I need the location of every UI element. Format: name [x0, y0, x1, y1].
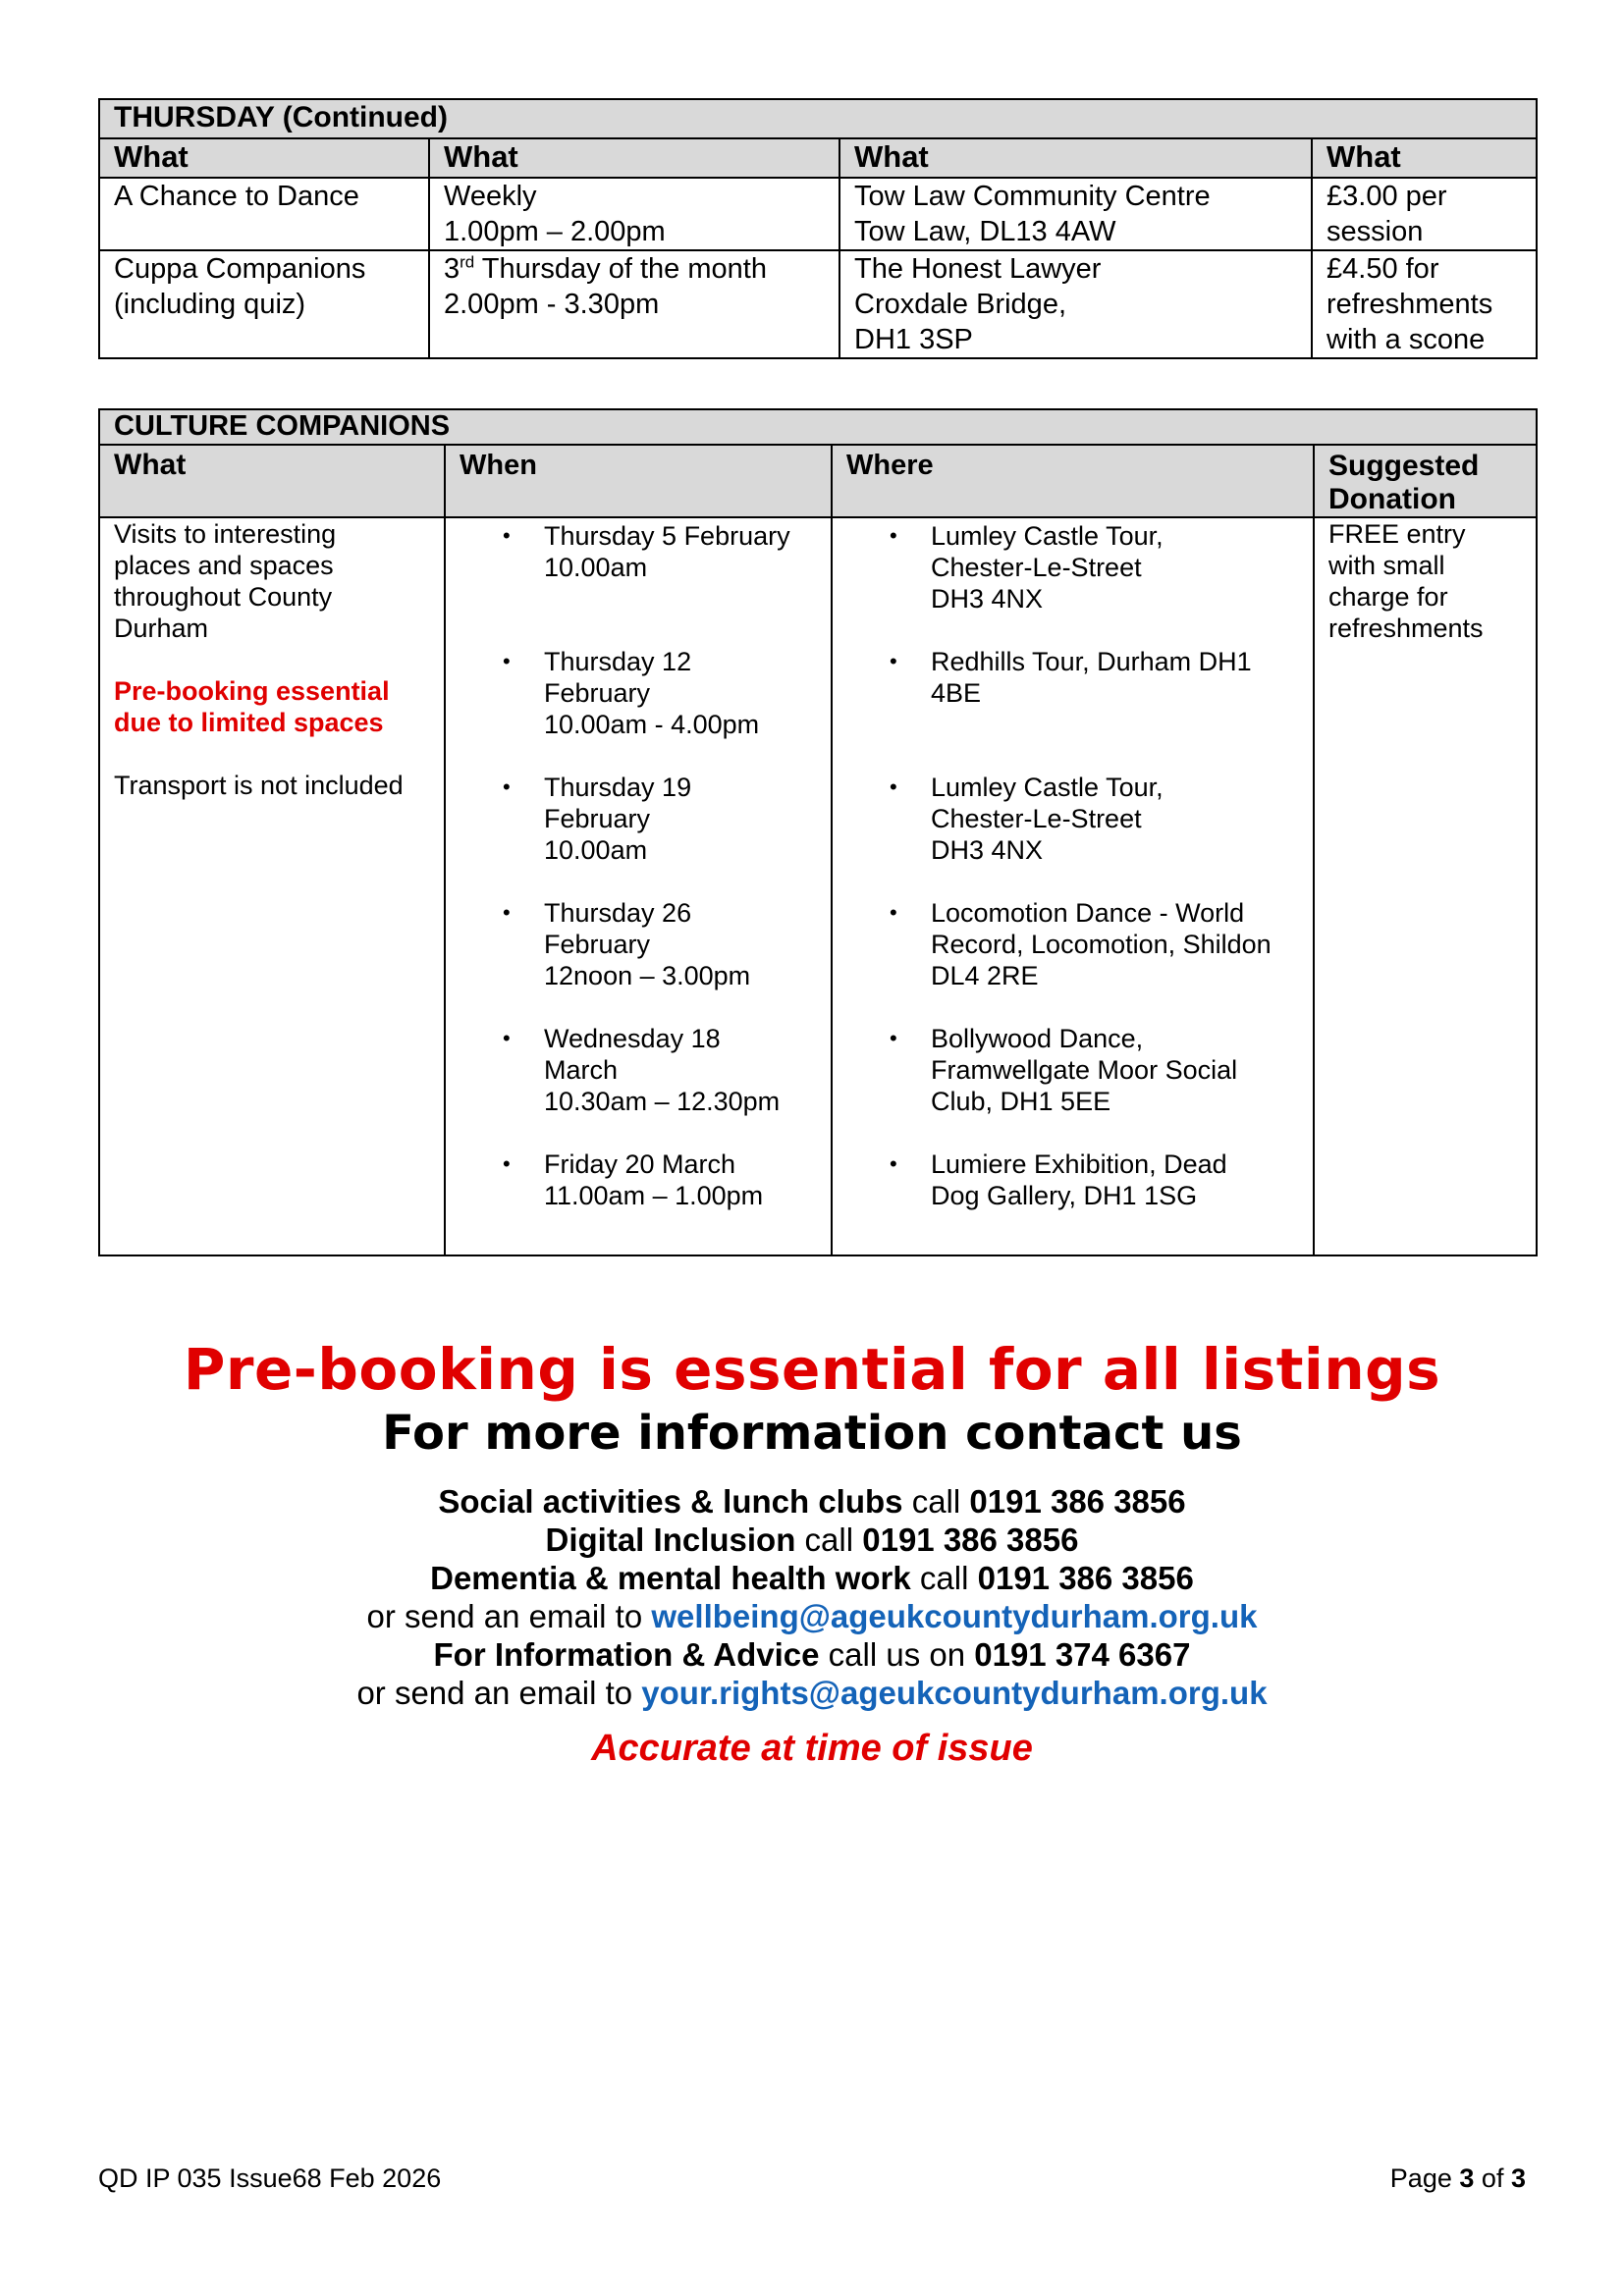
thursday-header-what-2: What: [429, 138, 839, 178]
email-line-wellbeing: or send an email to wellbeing@ageukcountydurham.org.uk: [366, 1598, 1258, 1634]
bullet-icon: •: [890, 774, 897, 799]
culture-what-cell: Visits to interesting places and spaces throughout County Durham Pre-booking essential due to limited spaces Transport is not included: [99, 517, 445, 1255]
page-number: Page 3 of 3: [1389, 2163, 1526, 2193]
email-line-rights: or send an email to your.rights@ageukcountydurham.org.uk: [356, 1675, 1268, 1711]
activity-cost: £4.50 for refreshments with a scone: [1312, 250, 1537, 358]
activity-when: 3rd Thursday of the month 2.00pm - 3.30pm: [429, 250, 839, 358]
social-contact-line: Social activities & lunch clubs call 0191 386 3856: [438, 1483, 1186, 1520]
list-item: • Redhills Tour, Durham DH1 4BE: [890, 647, 1252, 708]
bullet-icon: •: [503, 1026, 511, 1050]
bullet-icon: •: [890, 1026, 897, 1050]
activity-name: A Chance to Dance: [99, 178, 429, 250]
table-row: [99, 178, 1537, 250]
list-item: • Friday 20 March 11.00am – 1.00pm: [503, 1149, 764, 1210]
culture-header-where: Where: [832, 445, 1314, 517]
bullet-icon: •: [890, 523, 897, 548]
culture-where-cell: [832, 517, 1314, 1255]
list-item: • Lumley Castle Tour, Chester-Le-Street DH3 4NX: [890, 773, 1164, 865]
list-item: • Lumley Castle Tour, Chester-Le-Street DH3 4NX: [890, 521, 1164, 614]
digital-contact-line: Digital Inclusion call 0191 386 3856: [545, 1522, 1079, 1558]
bullet-icon: •: [503, 649, 511, 673]
list-item: • Locomotion Dance - World Record, Locomotion, Shildon DL4 2RE: [890, 898, 1272, 990]
dementia-contact-line: Dementia & mental health work call 0191 386 3856: [430, 1560, 1194, 1596]
bullet-icon: •: [503, 523, 511, 548]
bullet-icon: •: [503, 900, 511, 925]
prebooking-warning: Pre-booking essential: [114, 676, 390, 706]
thursday-title: THURSDAY (Continued): [99, 99, 1537, 138]
list-item: • Bollywood Dance, Framwellgate Moor Social Club, DH1 5EE: [890, 1024, 1238, 1116]
culture-donation-cell: FREE entry with small charge for refreshments: [1314, 517, 1537, 1255]
culture-header-what: What: [99, 445, 445, 517]
thursday-table: [98, 98, 1538, 359]
activity-when: Weekly 1.00pm – 2.00pm: [429, 178, 839, 250]
culture-when-cell: [445, 517, 832, 1255]
thursday-header-what-3: What: [839, 138, 1312, 178]
activity-where: Tow Law Community Centre Tow Law, DL13 4AW: [839, 178, 1312, 250]
activity-name: Cuppa Companions (including quiz): [99, 250, 429, 358]
culture-companions-table: [98, 408, 1538, 1256]
prebooking-notice: Pre-booking is essential for all listings: [183, 1336, 1441, 1403]
bullet-icon: •: [890, 1151, 897, 1176]
culture-header-when: When: [445, 445, 832, 517]
table-row: [99, 250, 1537, 358]
table-row: [99, 517, 1537, 1255]
culture-header-donation: Suggested Donation: [1314, 445, 1537, 517]
list-item: • Thursday 19 February 10.00am: [503, 773, 692, 865]
activity-where: The Honest Lawyer Croxdale Bridge, DH1 3SP: [839, 250, 1312, 358]
wellbeing-email-link[interactable]: wellbeing@ageukcountydurham.org.uk: [651, 1598, 1258, 1634]
activity-cost: £3.00 per session: [1312, 178, 1537, 250]
bullet-icon: •: [503, 774, 511, 799]
transport-note: Transport is not included: [114, 771, 404, 800]
accuracy-notice: Accurate at time of issue: [591, 1728, 1033, 1769]
rights-email-link[interactable]: your.rights@ageukcountydurham.org.uk: [641, 1675, 1268, 1711]
thursday-header-what-4: What: [1312, 138, 1537, 178]
culture-title: CULTURE COMPANIONS: [99, 409, 1537, 445]
contact-block: [0, 1335, 1624, 1771]
bullet-icon: •: [890, 649, 897, 673]
bullet-icon: •: [890, 900, 897, 925]
list-item: • Thursday 12 February 10.00am - 4.00pm: [503, 647, 760, 739]
list-item: • Lumiere Exhibition, Dead Dog Gallery, DH1 1SG: [890, 1149, 1227, 1210]
list-item: • Thursday 26 February 12noon – 3.00pm: [503, 898, 751, 990]
document-reference: QD IP 035 Issue68 Feb 2026: [98, 2163, 442, 2193]
list-item: • Thursday 5 February 10.00am: [503, 521, 790, 582]
advice-contact-line: For Information & Advice call us on 0191 374 6367: [433, 1636, 1191, 1673]
bullet-icon: •: [503, 1151, 511, 1176]
list-item: • Wednesday 18 March 10.30am – 12.30pm: [503, 1024, 781, 1116]
contact-heading: For more information contact us: [382, 1406, 1242, 1461]
thursday-header-what-1: What: [99, 138, 429, 178]
